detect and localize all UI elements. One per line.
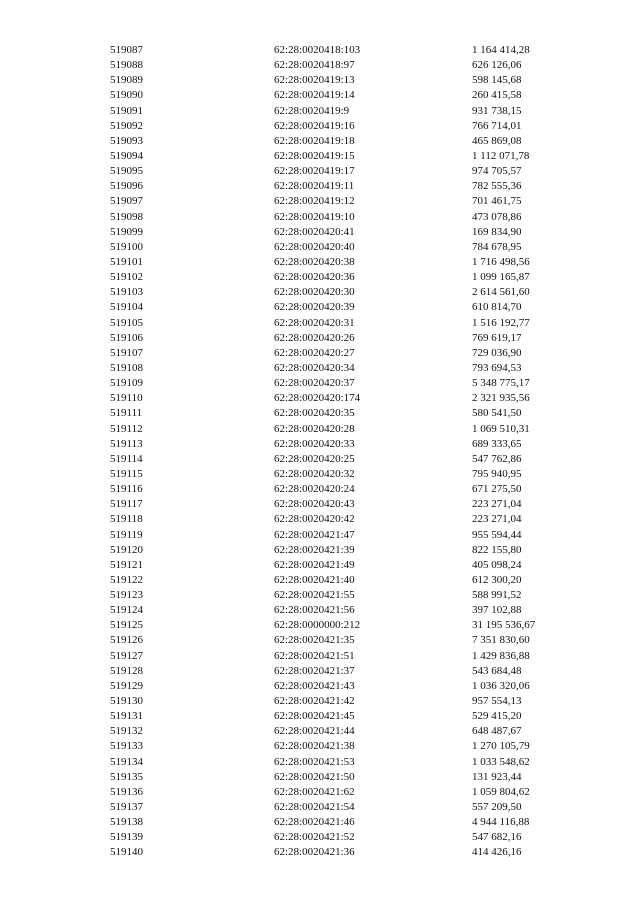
cadastral-number: 62:28:0020420:41	[274, 225, 355, 238]
row-number: 519096	[110, 180, 143, 193]
table-row	[110, 467, 580, 482]
cadastral-value: 557 209,50	[472, 801, 522, 814]
row-number: 519127	[110, 649, 143, 662]
table-row	[110, 346, 580, 361]
table-row	[110, 255, 580, 270]
table-row	[110, 300, 580, 315]
row-number: 519129	[110, 679, 143, 692]
cadastral-number: 62:28:0020419:12	[274, 195, 355, 208]
table-row	[110, 285, 580, 300]
cadastral-number: 62:28:0020419:16	[274, 119, 355, 132]
table-row	[110, 119, 580, 134]
cadastral-number: 62:28:0020420:24	[274, 483, 355, 496]
row-number: 519131	[110, 710, 143, 723]
cadastral-value: 529 415,20	[472, 710, 522, 723]
table-row	[110, 588, 580, 603]
cadastral-number: 62:28:0020421:49	[274, 558, 355, 571]
cadastral-number: 62:28:0020420:34	[274, 361, 355, 374]
cadastral-number: 62:28:0020421:46	[274, 816, 355, 829]
cadastral-number: 62:28:0020421:47	[274, 528, 355, 541]
cadastral-number: 62:28:0020421:43	[274, 679, 355, 692]
cadastral-number: 62:28:0020420:35	[274, 407, 355, 420]
table-row	[110, 316, 580, 331]
row-number: 519112	[110, 422, 143, 435]
cadastral-value: 1 099 165,87	[472, 271, 530, 284]
cadastral-number: 62:28:0020421:39	[274, 543, 355, 556]
table-row	[110, 664, 580, 679]
cadastral-number: 62:28:0020420:27	[274, 346, 355, 359]
row-number: 519122	[110, 573, 143, 586]
row-number: 519090	[110, 89, 143, 102]
row-number: 519117	[110, 498, 143, 511]
cadastral-value: 784 678,95	[472, 240, 522, 253]
table-row	[110, 785, 580, 800]
row-number: 519135	[110, 770, 143, 783]
table-row	[110, 755, 580, 770]
row-number: 519094	[110, 149, 143, 162]
table-row	[110, 104, 580, 119]
cadastral-value: 1 033 548,62	[472, 755, 530, 768]
row-number: 519137	[110, 801, 143, 814]
table-row	[110, 194, 580, 209]
cadastral-number: 62:28:0020420:32	[274, 467, 355, 480]
row-number: 519092	[110, 119, 143, 132]
row-number: 519121	[110, 558, 143, 571]
cadastral-value: 588 991,52	[472, 589, 522, 602]
row-number: 519103	[110, 286, 143, 299]
cadastral-value: 2 614 561,60	[472, 286, 530, 299]
row-number: 519100	[110, 240, 143, 253]
cadastral-value: 626 126,06	[472, 59, 522, 72]
cadastral-number: 62:28:0020420:37	[274, 377, 355, 390]
cadastral-number: 62:28:0020420:26	[274, 331, 355, 344]
row-number: 519109	[110, 377, 143, 390]
table-row	[110, 331, 580, 346]
cadastral-number: 62:28:0000000:212	[274, 619, 361, 632]
cadastral-number: 62:28:0020419:11	[274, 180, 355, 193]
cadastral-value: 465 869,08	[472, 134, 522, 147]
table-row	[110, 830, 580, 845]
row-number: 519118	[110, 513, 143, 526]
cadastral-number: 62:28:0020421:50	[274, 770, 355, 783]
cadastral-number: 62:28:0020420:36	[274, 271, 355, 284]
table-row	[110, 210, 580, 225]
row-number: 519108	[110, 361, 143, 374]
row-number: 519133	[110, 740, 143, 753]
cadastral-value: 31 195 536,67	[472, 619, 536, 632]
table-row	[110, 543, 580, 558]
row-number: 519095	[110, 165, 143, 178]
cadastral-number: 62:28:0020421:35	[274, 634, 355, 647]
cadastral-number: 62:28:0020418:103	[274, 44, 361, 56]
cadastral-number: 62:28:0020419:17	[274, 165, 355, 178]
cadastral-value: 795 940,95	[472, 467, 522, 480]
table-row	[110, 391, 580, 406]
cadastral-number: 62:28:0020419:13	[274, 74, 355, 87]
cadastral-value: 1 516 192,77	[472, 316, 530, 329]
cadastral-value: 4 944 116,88	[472, 816, 530, 829]
row-number: 519099	[110, 225, 143, 238]
cadastral-value: 223 271,04	[472, 513, 522, 526]
cadastral-value: 648 487,67	[472, 725, 522, 738]
table-row	[110, 845, 580, 860]
table-row	[110, 724, 580, 739]
cadastral-value: 955 594,44	[472, 528, 522, 541]
cadastral-value: 1 164 414,28	[472, 44, 530, 56]
cadastral-number: 62:28:0020420:38	[274, 255, 355, 268]
cadastral-number: 62:28:0020421:44	[274, 725, 355, 738]
table-row	[110, 558, 580, 573]
row-number: 519124	[110, 604, 143, 617]
cadastral-value: 1 112 071,78	[472, 149, 530, 162]
table-row	[110, 649, 580, 664]
table-row	[110, 437, 580, 452]
table-row	[110, 497, 580, 512]
cadastral-number: 62:28:0020421:55	[274, 589, 355, 602]
table-row	[110, 603, 580, 618]
cadastral-number: 62:28:0020420:42	[274, 513, 355, 526]
cadastral-number: 62:28:0020421:53	[274, 755, 355, 768]
cadastral-value: 547 762,86	[472, 452, 522, 465]
cadastral-value: 1 429 836,88	[472, 649, 530, 662]
row-number: 519105	[110, 316, 143, 329]
row-number: 519111	[110, 407, 143, 420]
row-number: 519130	[110, 695, 143, 708]
table-row	[110, 482, 580, 497]
table-row	[110, 361, 580, 376]
cadastral-value: 1 270 105,79	[472, 740, 530, 753]
cadastral-value: 766 714,01	[472, 119, 522, 132]
cadastral-value: 782 555,36	[472, 180, 522, 193]
cadastral-number: 62:28:0020421:56	[274, 604, 355, 617]
table-row	[110, 406, 580, 421]
cadastral-number: 62:28:0020421:62	[274, 785, 355, 798]
row-number: 519136	[110, 785, 143, 798]
cadastral-number: 62:28:0020420:25	[274, 452, 355, 465]
cadastral-value: 7 351 830,60	[472, 634, 530, 647]
table-row	[110, 694, 580, 709]
row-number: 519101	[110, 255, 143, 268]
cadastral-number: 62:28:0020418:97	[274, 59, 355, 72]
table-row	[110, 512, 580, 527]
cadastral-value: 931 738,15	[472, 104, 522, 117]
table-row	[110, 800, 580, 815]
row-number: 519097	[110, 195, 143, 208]
cadastral-number: 62:28:0020420:40	[274, 240, 355, 253]
row-number: 519089	[110, 74, 143, 87]
cadastral-value: 405 098,24	[472, 558, 522, 571]
cadastral-value: 2 321 935,56	[472, 392, 530, 405]
cadastral-number: 62:28:0020421:52	[274, 831, 355, 844]
table-row	[110, 240, 580, 255]
cadastral-number: 62:28:0020420:174	[274, 392, 361, 405]
table-row	[110, 528, 580, 543]
cadastral-value: 689 333,65	[472, 437, 522, 450]
cadastral-value: 5 348 775,17	[472, 377, 530, 390]
cadastral-value: 397 102,88	[472, 604, 522, 617]
row-number: 519126	[110, 634, 143, 647]
row-number: 519139	[110, 831, 143, 844]
row-number: 519125	[110, 619, 143, 632]
table-row	[110, 815, 580, 830]
cadastral-number: 62:28:0020421:38	[274, 740, 355, 753]
table-row	[110, 709, 580, 724]
table-row	[110, 43, 580, 58]
table-row	[110, 770, 580, 785]
cadastral-value: 701 461,75	[472, 195, 522, 208]
row-number: 519119	[110, 528, 143, 541]
cadastral-value: 223 271,04	[472, 498, 522, 511]
table-row	[110, 149, 580, 164]
cadastral-number: 62:28:0020419:18	[274, 134, 355, 147]
cadastral-value: 260 415,58	[472, 89, 522, 102]
cadastral-number: 62:28:0020419:14	[274, 89, 355, 102]
table-row	[110, 88, 580, 103]
cadastral-value: 1 069 510,31	[472, 422, 530, 435]
cadastral-number: 62:28:0020421:45	[274, 710, 355, 723]
row-number: 519140	[110, 846, 143, 859]
cadastral-number: 62:28:0020421:37	[274, 664, 355, 677]
row-number: 519107	[110, 346, 143, 359]
cadastral-value: 473 078,86	[472, 210, 522, 223]
table-row	[110, 422, 580, 437]
row-number: 519123	[110, 589, 143, 602]
cadastral-number: 62:28:0020421:51	[274, 649, 355, 662]
row-number: 519138	[110, 816, 143, 829]
cadastral-number: 62:28:0020421:36	[274, 846, 355, 859]
cadastral-value: 769 619,17	[472, 331, 522, 344]
cadastral-value: 671 275,50	[472, 483, 522, 496]
table-row	[110, 376, 580, 391]
cadastral-value: 729 036,90	[472, 346, 522, 359]
row-number: 519110	[110, 392, 143, 405]
cadastral-value: 414 426,16	[472, 846, 522, 859]
row-number: 519115	[110, 467, 143, 480]
table-row	[110, 73, 580, 88]
table-row	[110, 633, 580, 648]
cadastral-value: 1 059 804,62	[472, 785, 530, 798]
cadastral-value: 610 814,70	[472, 301, 522, 314]
row-number: 519128	[110, 664, 143, 677]
cadastral-value: 598 145,68	[472, 74, 522, 87]
cadastral-value: 612 300,20	[472, 573, 522, 586]
table-row	[110, 225, 580, 240]
cadastral-value: 974 705,57	[472, 165, 522, 178]
table-row	[110, 679, 580, 694]
cadastral-number: 62:28:0020420:28	[274, 422, 355, 435]
cadastral-value: 822 155,80	[472, 543, 522, 556]
cadastral-number: 62:28:0020419:9	[274, 104, 350, 117]
cadastral-number: 62:28:0020421:42	[274, 695, 355, 708]
cadastral-value: 131 923,44	[472, 770, 522, 783]
row-number: 519087	[110, 44, 143, 56]
row-number: 519091	[110, 104, 143, 117]
row-number: 519114	[110, 452, 143, 465]
cadastral-number: 62:28:0020421:40	[274, 573, 355, 586]
cadastral-value: 580 541,50	[472, 407, 522, 420]
row-number: 519116	[110, 483, 143, 496]
row-number: 519104	[110, 301, 143, 314]
cadastral-number: 62:28:0020420:43	[274, 498, 355, 511]
table-row	[110, 58, 580, 73]
cadastral-value-table	[110, 43, 580, 861]
table-row	[110, 573, 580, 588]
row-number: 519120	[110, 543, 143, 556]
table-row	[110, 164, 580, 179]
cadastral-number: 62:28:0020419:10	[274, 210, 355, 223]
table-row	[110, 134, 580, 149]
cadastral-number: 62:28:0020421:54	[274, 801, 355, 814]
cadastral-value: 547 682,16	[472, 831, 522, 844]
table-row	[110, 452, 580, 467]
row-number: 519132	[110, 725, 143, 738]
row-number: 519098	[110, 210, 143, 223]
cadastral-number: 62:28:0020420:31	[274, 316, 355, 329]
table-row	[110, 270, 580, 285]
row-number: 519106	[110, 331, 143, 344]
cadastral-value: 957 554,13	[472, 695, 522, 708]
cadastral-value: 1 036 320,06	[472, 679, 530, 692]
cadastral-value: 543 684,48	[472, 664, 522, 677]
table-row	[110, 739, 580, 754]
cadastral-value: 1 716 498,56	[472, 255, 530, 268]
cadastral-value: 169 834,90	[472, 225, 522, 238]
cadastral-value: 793 694,53	[472, 361, 522, 374]
cadastral-number: 62:28:0020420:33	[274, 437, 355, 450]
cadastral-number: 62:28:0020419:15	[274, 149, 355, 162]
cadastral-number: 62:28:0020420:39	[274, 301, 355, 314]
row-number: 519102	[110, 271, 143, 284]
table-row	[110, 179, 580, 194]
row-number: 519093	[110, 134, 143, 147]
row-number: 519088	[110, 59, 143, 72]
row-number: 519113	[110, 437, 143, 450]
table-row	[110, 618, 580, 633]
row-number: 519134	[110, 755, 143, 768]
cadastral-number: 62:28:0020420:30	[274, 286, 355, 299]
